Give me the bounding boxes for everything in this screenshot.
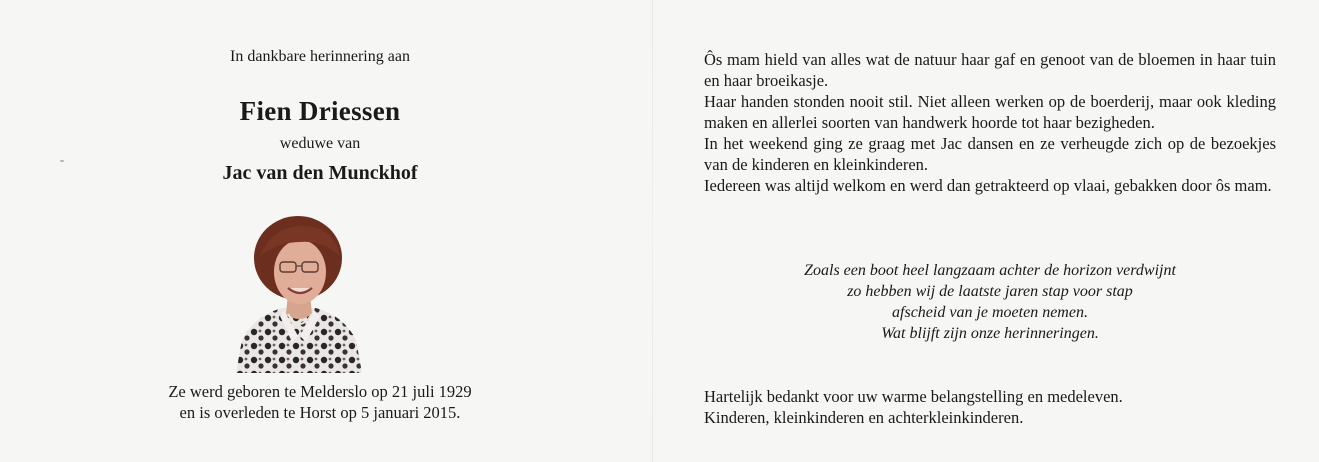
poem (704, 260, 1276, 344)
right-panel (704, 0, 1276, 462)
paragraph-weekend: In het weekend ging ze graag met Jac dansen en ze verheugde zich op de bezoekjes van de kinderen en kleinkinderen. (704, 134, 1276, 174)
portrait-illustration (236, 216, 362, 373)
widow-of-text: weduwe van (279, 135, 361, 152)
paragraph-nature: Ôs mam hield van alles wat de natuur haar gaf en genoot van de bloemen in haar tuin en haar broeikasje. (704, 50, 1276, 90)
deceased-name: Fien Driessen (239, 96, 401, 126)
poem-line: Zoals een boot heel langzaam achter de horizon verdwijnt (804, 262, 1176, 279)
death-info: en is overleden te Horst op 5 januari 2015. (179, 403, 461, 422)
intro-text: In dankbare herinnering aan (230, 48, 410, 65)
thanks-block (704, 386, 1276, 428)
signature-line: Kinderen, kleinkinderen en achterkleinkinderen. (704, 408, 1024, 427)
poem-line: Wat blijft zijn onze herinneringen. (881, 325, 1099, 342)
card-fold (652, 0, 653, 462)
birth-info: Ze werd geboren te Melderslo op 21 juli 1929 (168, 382, 472, 401)
thanks-line: Hartelijk bedankt voor uw warme belangstelling en medeleven. (704, 387, 1123, 406)
left-panel (0, 0, 640, 462)
poem-line: afscheid van je moeten nemen. (892, 304, 1088, 321)
poem-line: zo hebben wij de laatste jaren stap voor stap (847, 283, 1133, 300)
portrait-photo (236, 216, 362, 373)
paragraph-welcome: Iedereen was altijd welkom en werd dan getrakteerd op vlaai, gebakken door ôs mam. (704, 176, 1272, 195)
paragraph-hands: Haar handen stonden nooit stil. Niet alleen werken op de boerderij, maar ook kleding maken en allerlei soorten van handwerk hoorde tot haar bezigheden. (704, 92, 1276, 132)
husband-name: Jac van den Munckhof (222, 162, 418, 184)
